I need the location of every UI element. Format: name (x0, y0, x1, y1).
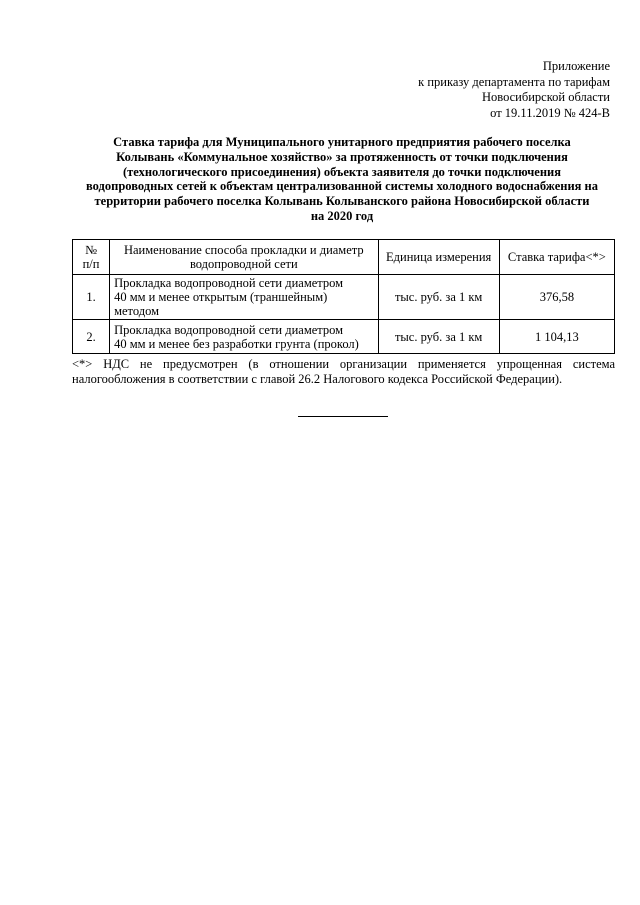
row-number: 2. (73, 320, 110, 354)
title-line: Колывань «Коммунальное хозяйство» за протяженность от точки подключения (116, 149, 568, 164)
document-title (72, 135, 612, 224)
appendix-order-ref: к приказу департамента по тарифам (418, 74, 610, 89)
row-name (110, 275, 378, 320)
tariff-table (72, 239, 615, 354)
header-rate: Ставка тарифа<*> (499, 240, 614, 275)
row-name-line: 40 мм и менее без разработки грунта (прокол) (114, 336, 359, 351)
row-name-line: методом (114, 304, 159, 318)
title-line: Ставка тарифа для Муниципального унитарного предприятия рабочего поселка (113, 135, 571, 149)
row-unit: тыс. руб. за 1 км (378, 275, 499, 320)
header-name (110, 240, 378, 275)
table-row (73, 275, 615, 320)
table-header-row (73, 240, 615, 275)
row-number: 1. (73, 275, 110, 320)
row-rate: 376,58 (499, 275, 614, 320)
appendix-label: Приложение (542, 59, 610, 73)
header-number-line2: п/п (82, 257, 100, 271)
header-unit: Единица измерения (378, 240, 499, 275)
row-name-line: 40 мм и менее открытым (траншейным) (114, 290, 328, 304)
header-name-line2: водопроводной сети (189, 257, 298, 271)
title-line: территории рабочего поселка Колывань Колыванского района Новосибирской области (94, 194, 590, 209)
header-name-line1: Наименование способа прокладки и диаметр (123, 243, 364, 257)
title-line: на 2020 год (310, 208, 374, 223)
row-rate: 1 104,13 (499, 320, 614, 354)
row-unit: тыс. руб. за 1 км (378, 320, 499, 354)
appendix-date: от 19.11.2019 № 424-В (490, 105, 610, 120)
row-name-line: Прокладка водопроводной сети диаметром (114, 322, 344, 337)
row-name (110, 320, 378, 354)
appendix-region: Новосибирской области (481, 90, 610, 104)
header-number (73, 240, 110, 275)
table-row (73, 320, 615, 354)
appendix-header (418, 59, 610, 121)
title-line: (технологического присоединения) объекта заявителя до точки подключения (123, 164, 561, 179)
row-name-line: Прокладка водопроводной сети диаметром (114, 276, 344, 290)
header-number-line1: № (85, 243, 97, 257)
vat-footnote: <*> НДС не предусмотрен (в отношении организации применяется упрощенная система налогообложения в соответствии с главой 26.2 Налогового кодекса Российской Федерации). (72, 357, 615, 386)
title-line: водопроводных сетей к объектам централизованной системы холодного водоснабжения на (86, 179, 598, 194)
closing-divider (298, 416, 388, 417)
